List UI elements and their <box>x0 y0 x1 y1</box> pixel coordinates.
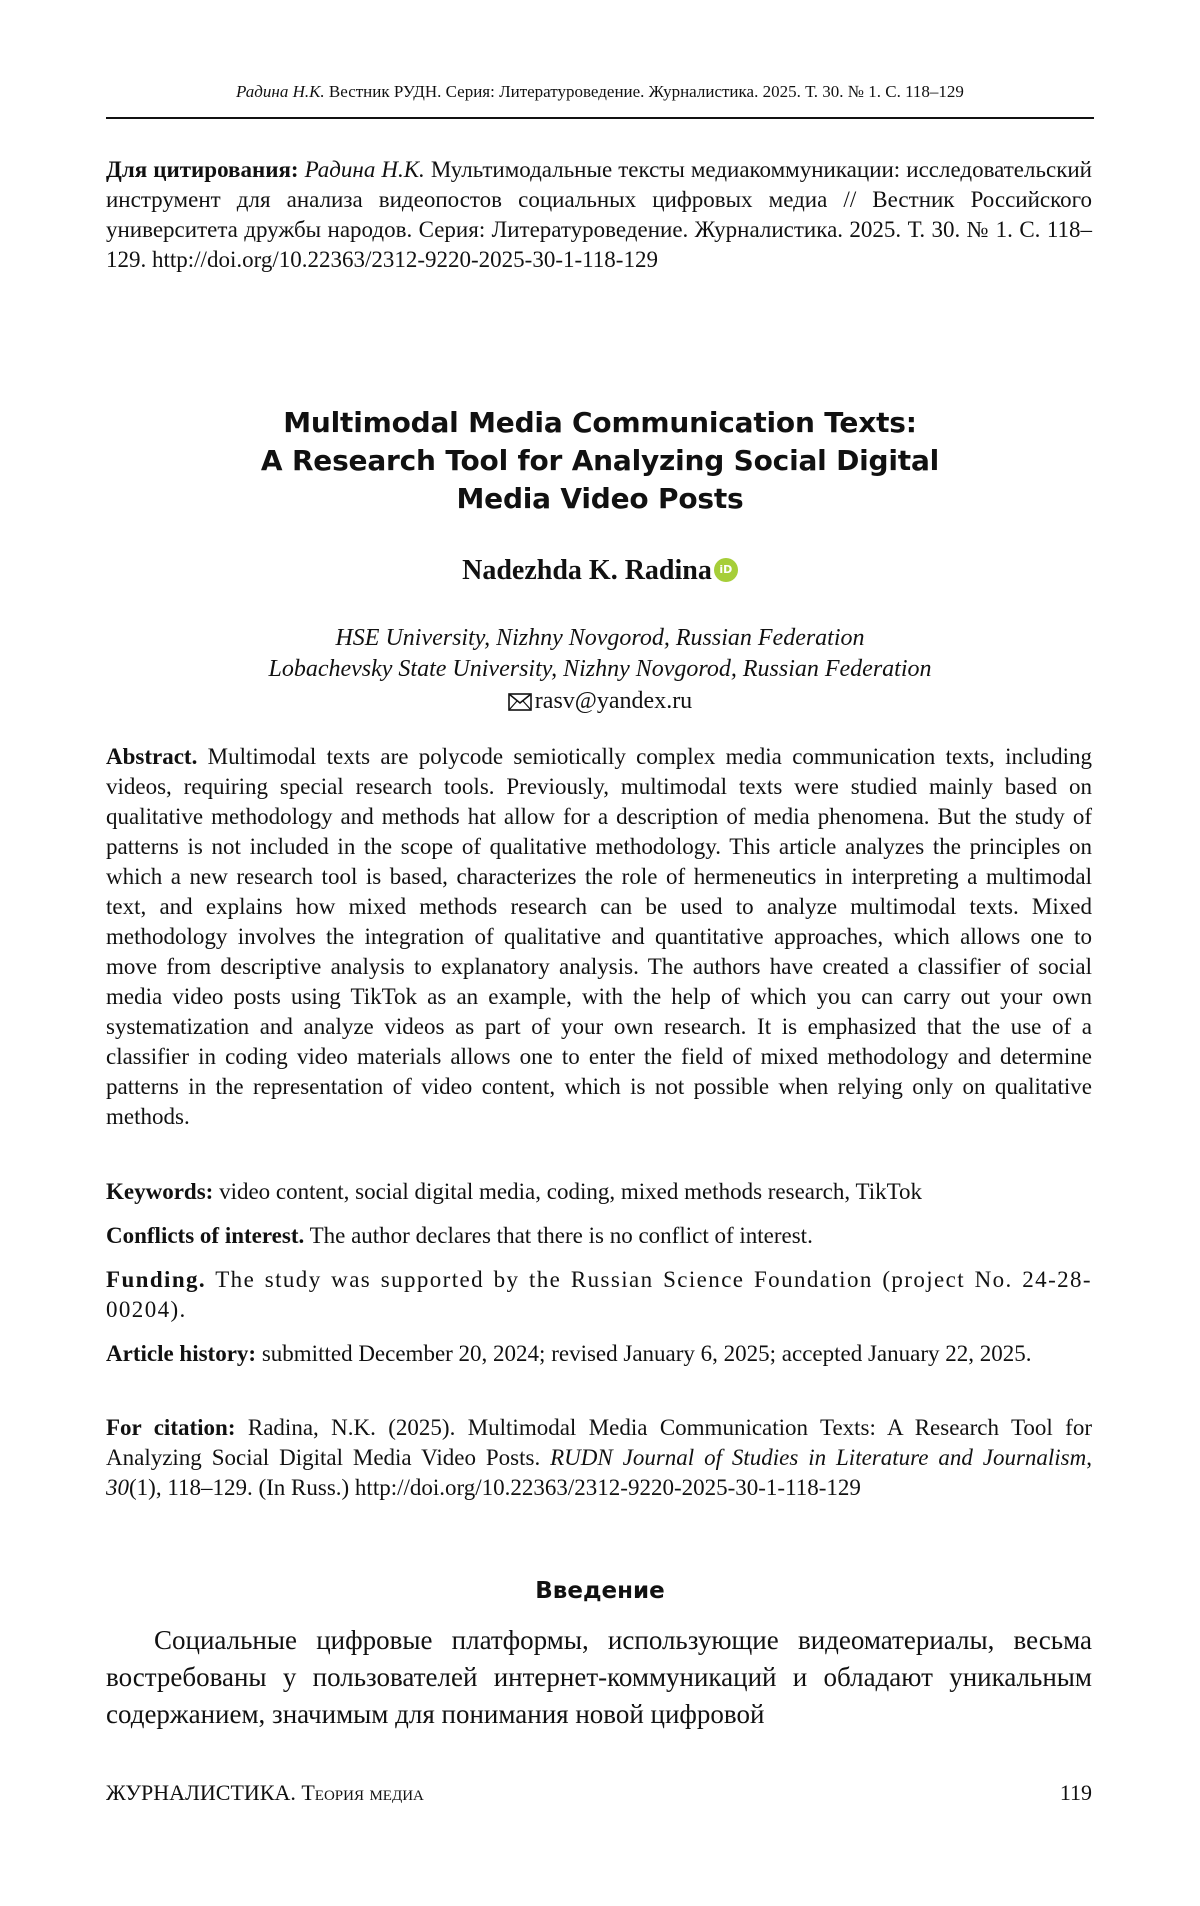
for-citation <box>106 1413 1092 1503</box>
email-link[interactable]: rasv@yandex.ru <box>535 688 692 714</box>
affiliation-1: HSE University, Nizhny Novgorod, Russian Federation <box>200 623 1000 654</box>
citation-ru-author: Радина Н.К. <box>305 157 425 182</box>
citation-ru-text: Мультимодальные тексты медиакоммуникации: исследовательский инструмент для анализа видеопостов социальных цифровых медиа // Вестник Российского университета дружбы народов. Серия: Литературоведение. Журналистика. 2025. Т. 30. № 1. С. 118–129. http://doi.org/10.22363/2312-9220-2025-30-1-118-129 <box>106 157 1092 272</box>
footer-rubric: ЖУРНАЛИСТИКА. <box>106 1780 296 1805</box>
running-head-journal: Вестник РУДН. Серия: Литературоведение. Журналистика. 2025. Т. 30. № 1. С. 118–129 <box>329 82 964 101</box>
orcid-icon[interactable]: iD <box>714 558 738 582</box>
affiliation-2: Lobachevsky State University, Nizhny Novgorod, Russian Federation <box>200 654 1000 685</box>
funding-label: Funding. <box>106 1267 206 1292</box>
footer-subrubric: Теория медиа <box>301 1780 424 1805</box>
conflicts-of-interest <box>106 1221 1092 1251</box>
article-title <box>180 404 1020 518</box>
author-line <box>300 553 900 589</box>
running-head <box>108 80 1092 104</box>
page-number: 119 <box>1060 1779 1092 1807</box>
funding-text: The study was supported by the Russian Science Foundation (project No. 24-28-00204). <box>106 1267 1092 1322</box>
abstract-label: Abstract. <box>106 744 197 769</box>
keywords <box>106 1177 1092 1207</box>
abstract <box>106 742 1092 1132</box>
conflicts-label: Conflicts of interest. <box>106 1223 304 1248</box>
for-citation-tail: (1), 118–129. (In Russ.) http://doi.org/10.22363/2312-9220-2025-30-1-118-129 <box>129 1475 861 1500</box>
abstract-text: Multimodal texts are polycode semiotically complex media communication texts, including videos, requiring special research tools. Previously, multimodal texts were studied mainly based on qualitative methodology and methods hat allow for a description of media phenomena. But the study of patterns is not included in the scope of qualitative methodology. This article analyzes the principles on which a new research tool is based, characterizes the role of hermeneutics in interpreting a multimodal text, and explains how mixed methods research can be used to analyze multimodal texts. Mixed methodology involves the integration of qualitative and quantitative approaches, which allows one to move from descriptive analysis to explanatory analysis. The authors have created a classifier of social media video posts using TikTok as an example, with the help of which you can carry out your own systematization and analyze videos as part of your own research. It is emphasized that the use of a classifier in coding video materials allows one to enter the field of mixed methodology and determine patterns in the representation of video content, which is not possible when relying only on qualitative methods. <box>106 744 1092 1129</box>
title-line-1: Multimodal Media Communication Texts: <box>180 404 1020 442</box>
history-text: submitted December 20, 2024; revised January 6, 2025; accepted January 22, 2025. <box>262 1341 1032 1366</box>
title-line-2: A Research Tool for Analyzing Social Digital <box>180 442 1020 480</box>
author-name: Nadezhda K. Radina <box>462 555 712 586</box>
footer-section <box>106 1779 424 1807</box>
keywords-label: Keywords: <box>106 1179 213 1204</box>
article-page <box>0 0 1200 1906</box>
funding <box>106 1265 1092 1325</box>
for-citation-volume: 30 <box>106 1475 129 1500</box>
title-line-3: Media Video Posts <box>180 480 1020 518</box>
for-citation-label: For citation: <box>106 1415 235 1440</box>
running-head-author: Радина Н.К. <box>236 82 325 101</box>
history-label: Article history: <box>106 1341 256 1366</box>
citation-ru <box>106 155 1092 275</box>
article-history <box>106 1339 1092 1369</box>
keywords-text: video content, social digital media, coding, mixed methods research, TikTok <box>219 1179 922 1204</box>
for-citation-journal: RUDN Journal of Studies in Literature and Journalism <box>550 1445 1086 1470</box>
intro-paragraph: Социальные цифровые платформы, использующие видеоматериалы, весьма востребованы у пользователей интернет-коммуникаций и обладают уникальным содержанием, значимым для понимания новой цифровой <box>106 1622 1092 1733</box>
for-citation-sep: , <box>1086 1445 1092 1470</box>
header-rule <box>106 117 1094 119</box>
conflicts-text: The author declares that there is no conflict of interest. <box>310 1223 813 1248</box>
section-heading: Введение <box>300 1576 900 1606</box>
author-email <box>300 686 900 717</box>
for-citation-text: Radina, N.K. (2025). Multimodal Media Communication Texts: A Research Tool for Analyzing Social Digital Media Video Posts. <box>106 1415 1092 1470</box>
envelope-icon <box>508 693 532 711</box>
citation-ru-label: Для цитирования: <box>106 157 299 182</box>
